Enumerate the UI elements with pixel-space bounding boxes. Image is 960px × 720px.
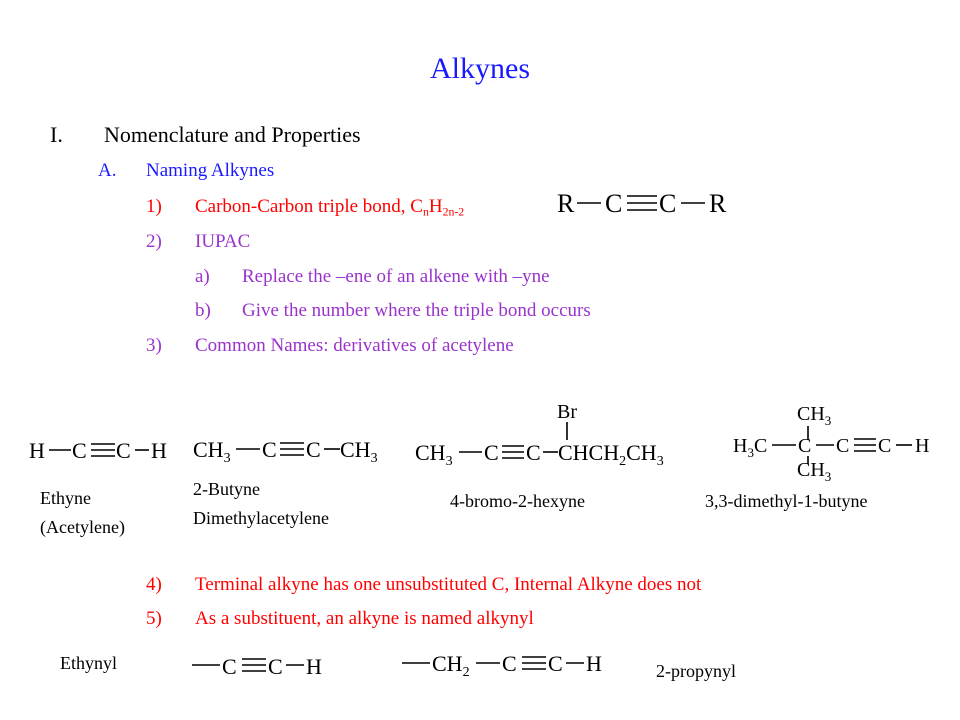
dimethylbutyne-c2: C bbox=[836, 435, 850, 457]
item-a-text: Replace the –ene of an alkene with –yne bbox=[242, 266, 550, 287]
item-1-text: Carbon-Carbon triple bond, $C_nH_{2n-2}$ bbox=[195, 196, 465, 219]
section-marker: I. bbox=[50, 122, 63, 147]
butyne-c1: C bbox=[262, 437, 277, 462]
ethyne-h-right: H bbox=[151, 438, 167, 463]
butyne-structure bbox=[190, 432, 385, 468]
item-4-text: Terminal alkyne has one unsubstituted C, Internal Alkyne does not bbox=[195, 574, 702, 595]
propynyl-structure bbox=[400, 646, 620, 682]
bromohexyne-br: Br bbox=[557, 401, 577, 423]
ethynyl-structure bbox=[190, 648, 340, 682]
dimethylbutyne-h3c: $H_3C$ bbox=[733, 435, 768, 460]
item-5-marker: 5) bbox=[146, 608, 162, 629]
butyne-ch3-right: $CH_3$ bbox=[340, 437, 378, 466]
ethyne-c1: C bbox=[72, 438, 87, 463]
general-formula-c2: C bbox=[659, 189, 677, 218]
slide-title: Alkynes bbox=[430, 52, 530, 85]
item-3-marker: 3) bbox=[146, 335, 162, 356]
dimethylbutyne-h: H bbox=[915, 435, 930, 457]
item-b-text: Give the number where the triple bond occurs bbox=[242, 300, 591, 321]
butyne-label: 2-Butyne bbox=[193, 479, 260, 499]
general-formula-c1: C bbox=[605, 189, 623, 218]
dimethylbutyne-ch3-bottom: $CH_3$ bbox=[797, 459, 832, 484]
dimethylbutyne-c-center: C bbox=[798, 435, 812, 457]
section-heading: Nomenclature and Properties bbox=[104, 122, 361, 147]
ethynyl-c1: C bbox=[222, 654, 237, 679]
bromohexyne-label: 4-bromo-2-hexyne bbox=[450, 491, 585, 511]
item-b-marker: b) bbox=[195, 300, 211, 321]
propynyl-c1: C bbox=[502, 651, 517, 676]
bromohexyne-structure bbox=[412, 398, 712, 470]
ethyne-structure bbox=[25, 432, 175, 466]
bromohexyne-ch3-left: $CH_3$ bbox=[415, 440, 453, 469]
dimethylbutyne-ch3-top: $CH_3$ bbox=[797, 403, 832, 428]
butyne-c2: C bbox=[306, 437, 321, 462]
dimethylbutyne-c1: C bbox=[878, 435, 892, 457]
bromohexyne-c2: C bbox=[484, 440, 499, 465]
acetylene-label: (Acetylene) bbox=[40, 517, 125, 537]
item-4-marker: 4) bbox=[146, 574, 162, 595]
subsection-heading: Naming Alkynes bbox=[146, 160, 275, 181]
propynyl-c2: C bbox=[548, 651, 563, 676]
ethyne-c2: C bbox=[116, 438, 131, 463]
propynyl-ch2: $CH_2$ bbox=[432, 651, 470, 680]
general-formula-structure bbox=[555, 180, 735, 224]
item-2-marker: 2) bbox=[146, 231, 162, 252]
dimethylacetylene-label: Dimethylacetylene bbox=[193, 508, 329, 528]
general-formula-r-left: R bbox=[557, 189, 575, 218]
ethynyl-c2: C bbox=[268, 654, 283, 679]
bromohexyne-chch2ch3: $CHCH_2CH_3$ bbox=[558, 440, 664, 469]
ethyne-label: Ethyne bbox=[40, 488, 91, 508]
ethynyl-h: H bbox=[306, 654, 322, 679]
dimethylbutyne-structure bbox=[730, 400, 955, 484]
propynyl-label: 2-propynyl bbox=[656, 661, 736, 681]
dimethylbutyne-label: 3,3-dimethyl-1-butyne bbox=[705, 491, 868, 511]
general-formula-r-right: R bbox=[709, 189, 727, 218]
subsection-marker: A. bbox=[98, 160, 117, 181]
item-1-marker: 1) bbox=[146, 196, 162, 217]
propynyl-h: H bbox=[586, 651, 602, 676]
item-5-text: As a substituent, an alkyne is named alkynyl bbox=[195, 608, 534, 629]
item-3-text: Common Names: derivatives of acetylene bbox=[195, 335, 514, 356]
butyne-ch3-left: $CH_3$ bbox=[193, 437, 231, 466]
item-a-marker: a) bbox=[195, 266, 210, 287]
ethynyl-label: Ethynyl bbox=[60, 653, 117, 673]
ethyne-h-left: H bbox=[29, 438, 45, 463]
bromohexyne-c3: C bbox=[526, 440, 541, 465]
item-2-text: IUPAC bbox=[195, 231, 251, 252]
item-1-sub-2n-2: 2n-2 bbox=[442, 205, 465, 219]
item-1-sub-n: n bbox=[422, 205, 429, 219]
